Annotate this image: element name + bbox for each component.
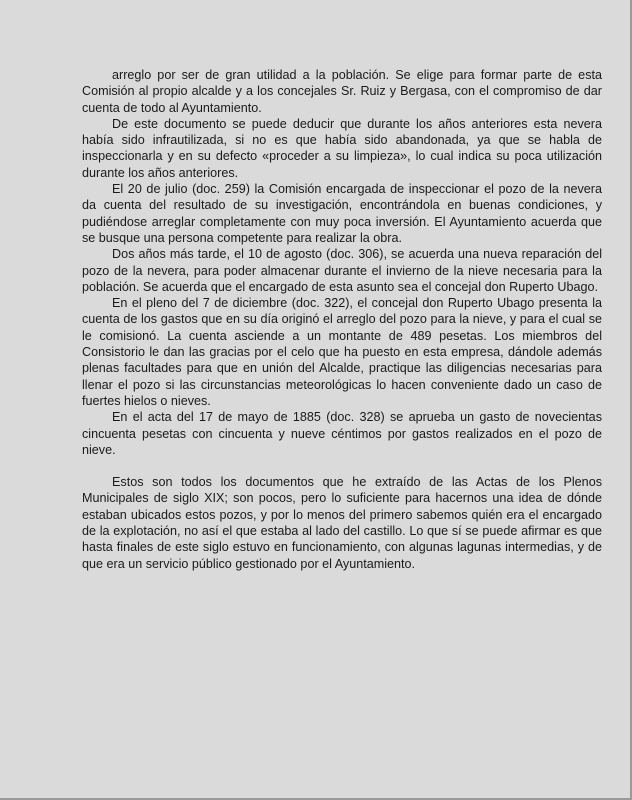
paragraph-july-report: El 20 de julio (doc. 259) la Comisión encargada de inspeccionar el pozo de la nevera da cuenta del resultado de su investigación, encontrándola en buenas condiciones, y pudiéndose arreglar completamente con muy poca inversión. El Ayuntamiento acuerda que se busque una persona competente para realizar la obra. [82, 182, 602, 245]
paragraph-may-1885: En el acta del 17 de mayo de 1885 (doc. 328) se aprueba un gasto de novecientas cincuenta pesetas con cincuenta y nueve céntimos por gastos realizados en el pozo de nieve. [82, 410, 602, 457]
body-text [82, 67, 602, 572]
paragraph-december-account: En el pleno del 7 de diciembre (doc. 322), el concejal don Ruperto Ubago presenta la cuenta de los gastos que en su día originó el arreglo del pozo para la nieve, y para el cual se le comisionó. La cuenta asciende a un montante de 489 pesetas. Los miembros del Consistorio le dan las gracias por el celo que ha puesto en esta empresa, dándole además plenas facultades para que en unión del Alcalde, practique las diligencias necesarias para llenar el pozo si las circunstancias meteorológicas lo hacen conveniente dado un caso de fuertes hielos o nieves. [82, 296, 602, 408]
paragraph-deduction: De este documento se puede deducir que durante los años anteriores esta nevera había sido infrautilizada, si no es que había sido abandonada, ya que se habla de inspeccionarla y en su defecto «proceder a su limpieza», lo cual indica su poca utilización durante los años anteriores. [82, 116, 602, 180]
paragraph-conclusion: Estos son todos los documentos que he extraído de las Actas de los Plenos Municipales de siglo XIX; son pocos, pero lo suficiente para hacernos una idea de dónde estaban ubicados estos pozos, y por lo menos del primero sabemos quién era el encargado de la explotación, no así el que estaba al lado del castillo. Lo que sí se puede afirmar es que hasta finales de este siglo estuvo en funcionamiento, con algunas lagunas intermedias, y de que era un servicio público gestionado por el Ayuntamiento. [82, 475, 602, 571]
paragraph-continuation: arreglo por ser de gran utilidad a la población. Se elige para formar parte de esta Comisión al propio alcalde y a los concejales Sr. Ruiz y Bergasa, con el compromiso de dar cuenta de todo al Ayuntamiento. [82, 68, 602, 115]
paragraph-august-repair: Dos años más tarde, el 10 de agosto (doc. 306), se acuerda una nueva reparación del pozo de la nevera, para poder almacenar durante el invierno de la nieve necesaria para la población. Se acuerda que el encargado de esta asunto sea el concejal don Ruperto Ubago. [82, 247, 602, 294]
